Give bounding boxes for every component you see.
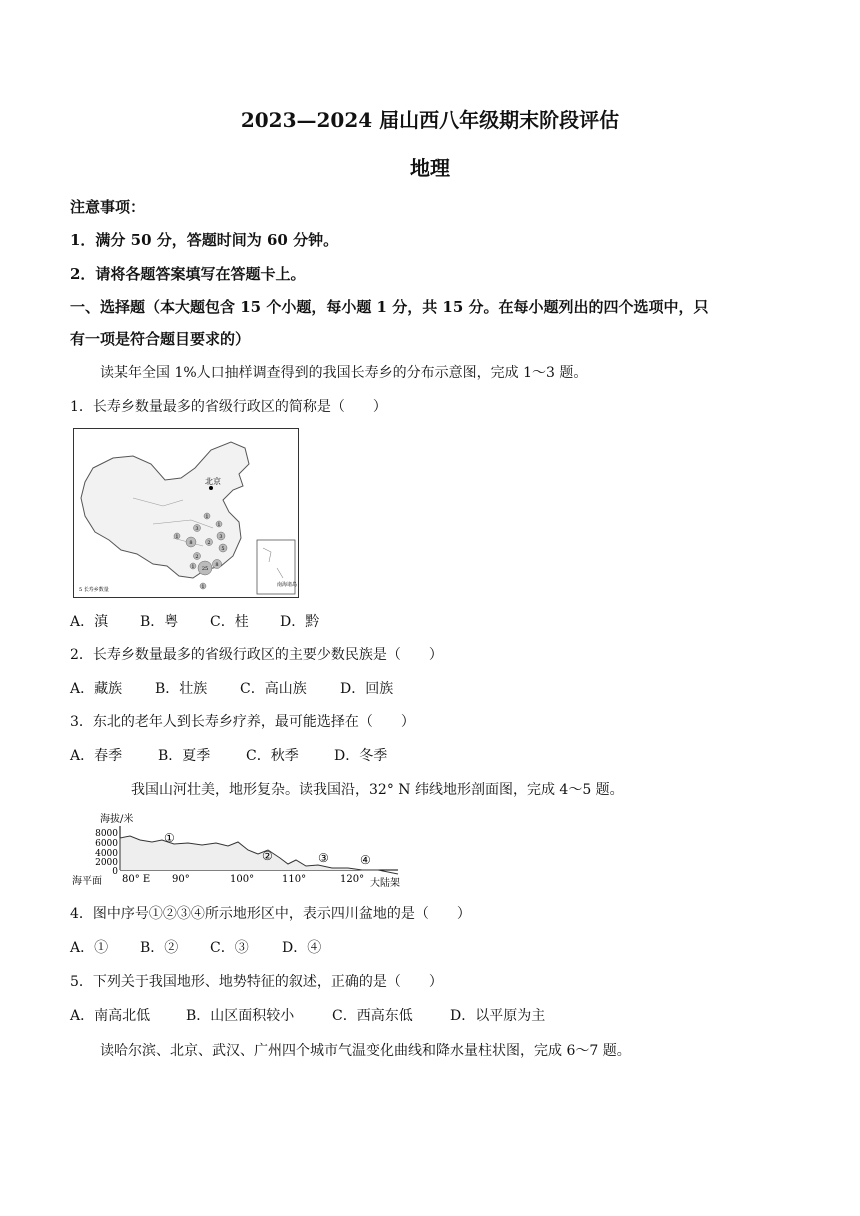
q5-option-a[interactable]: A．南高北低 <box>70 1008 151 1024</box>
q4-option-c[interactable]: C．③ <box>210 940 249 956</box>
profile-ytick: 6000 <box>95 839 118 849</box>
profile-marker-2: ② <box>262 849 273 863</box>
q5-option-d[interactable]: D．以平原为主 <box>450 1008 546 1024</box>
q1-options <box>70 611 319 631</box>
profile-ytick: 0 <box>112 867 118 877</box>
q4-option-d[interactable]: D．④ <box>282 940 322 956</box>
map-number: 2 <box>195 554 199 560</box>
q2-option-d[interactable]: D．回族 <box>340 681 394 697</box>
q1-option-b[interactable]: B．粤 <box>140 614 179 630</box>
note-item-1: 1．满分 50 分，答题时间为 60 分钟。 <box>70 231 339 249</box>
profile-xtick: 100° <box>230 874 255 885</box>
q4-options <box>70 937 321 957</box>
q1-option-c[interactable]: C．桂 <box>210 614 249 630</box>
map-number: 25 <box>201 566 209 572</box>
terrain-profile <box>70 810 410 888</box>
q2-option-a[interactable]: A．藏族 <box>70 681 123 697</box>
q3-options <box>70 745 387 765</box>
intro-q1-3: 读某年全国 1%人口抽样调查得到的我国长寿乡的分布示意图，完成 1～3 题。 <box>100 365 588 381</box>
q3-option-c[interactable]: C．秋季 <box>246 748 299 764</box>
q3-option-d[interactable]: D．冬季 <box>334 748 388 764</box>
q4-stem: 4．图中序号①②③④所示地形区中，表示四川盆地的是（ ） <box>70 906 471 922</box>
sea-level-label: 海平面 <box>72 876 102 887</box>
map-number: 1 <box>217 522 221 528</box>
map-number: 5 <box>221 546 225 552</box>
map-number: 2 <box>207 540 211 546</box>
profile-xtick: 110° <box>282 874 307 885</box>
notes-heading: 注意事项： <box>70 198 146 216</box>
q1-stem: 1．长寿乡数量最多的省级行政区的简称是（ ） <box>70 399 387 415</box>
map-city-label: 北京 <box>205 477 221 486</box>
q5-stem: 5．下列关于我国地形、地势特征的叙述，正确的是（ ） <box>70 974 443 990</box>
q5-option-c[interactable]: C．西高东低 <box>332 1008 413 1024</box>
q2-option-c[interactable]: C．高山族 <box>240 681 307 697</box>
intro-q4-5: 我国山河壮美，地形复杂。读我国沿，32° N 纬线地形剖面图，完成 4～5 题。 <box>131 782 624 798</box>
subject-title: 地理 <box>410 156 450 180</box>
profile-xtick: 80° E <box>122 874 151 885</box>
profile-ytick: 2000 <box>95 858 118 868</box>
profile-marker-3: ③ <box>318 851 329 865</box>
map-number: 3 <box>219 534 223 540</box>
q2-option-b[interactable]: B．壮族 <box>155 681 208 697</box>
section-heading-line2: 有一项是符合题目要求的） <box>70 330 251 348</box>
profile-xtick: 90° <box>172 874 190 885</box>
map-legend: 5 长寿乡数量 <box>79 587 109 593</box>
map-number: 8 <box>189 540 193 546</box>
profile-marker-4: ④ <box>360 853 371 867</box>
profile-marker-1: ① <box>164 831 175 845</box>
map-number: 1 <box>191 564 195 570</box>
q3-option-a[interactable]: A．春季 <box>70 748 123 764</box>
longevity-map <box>73 428 299 598</box>
map-number: 8 <box>215 562 219 568</box>
profile-ytick: 8000 <box>95 829 118 839</box>
q4-option-a[interactable]: A．① <box>70 940 109 956</box>
map-number: 3 <box>195 526 199 532</box>
q3-stem: 3．东北的老年人到长寿乡疗养，最可能选择在（ ） <box>70 714 415 730</box>
q3-option-b[interactable]: B．夏季 <box>158 748 211 764</box>
map-number: 1 <box>205 514 209 520</box>
q4-option-b[interactable]: B．② <box>140 940 179 956</box>
intro-q6-7: 读哈尔滨、北京、武汉、广州四个城市气温变化曲线和降水量柱状图，完成 6～7 题。 <box>100 1043 631 1059</box>
q2-stem: 2．长寿乡数量最多的省级行政区的主要少数民族是（ ） <box>70 647 443 663</box>
q1-option-d[interactable]: D．黔 <box>280 614 320 630</box>
profile-ylabel: 海拔/米 <box>100 814 134 825</box>
inset-label: 南海诸岛 <box>277 582 298 588</box>
profile-ytick: 4000 <box>95 849 118 859</box>
map-number: 1 <box>175 534 179 540</box>
q5-option-b[interactable]: B．山区面积较小 <box>186 1008 295 1024</box>
note-item-2: 2．请将各题答案填写在答题卡上。 <box>70 265 306 283</box>
exam-title: 2023—2024 届山西八年级期末阶段评估 <box>240 108 620 132</box>
shelf-label: 大陆架 <box>370 878 400 888</box>
section-heading-line1: 一、选择题（本大题包含 15 个小题，每小题 1 分，共 15 分。在每小题列出的四个选项中，只 <box>70 298 709 316</box>
map-number: 1 <box>201 584 205 590</box>
q1-option-a[interactable]: A．滇 <box>70 614 109 630</box>
q2-options <box>70 678 393 698</box>
q5-options <box>70 1005 545 1025</box>
profile-xtick: 120° <box>340 874 365 885</box>
